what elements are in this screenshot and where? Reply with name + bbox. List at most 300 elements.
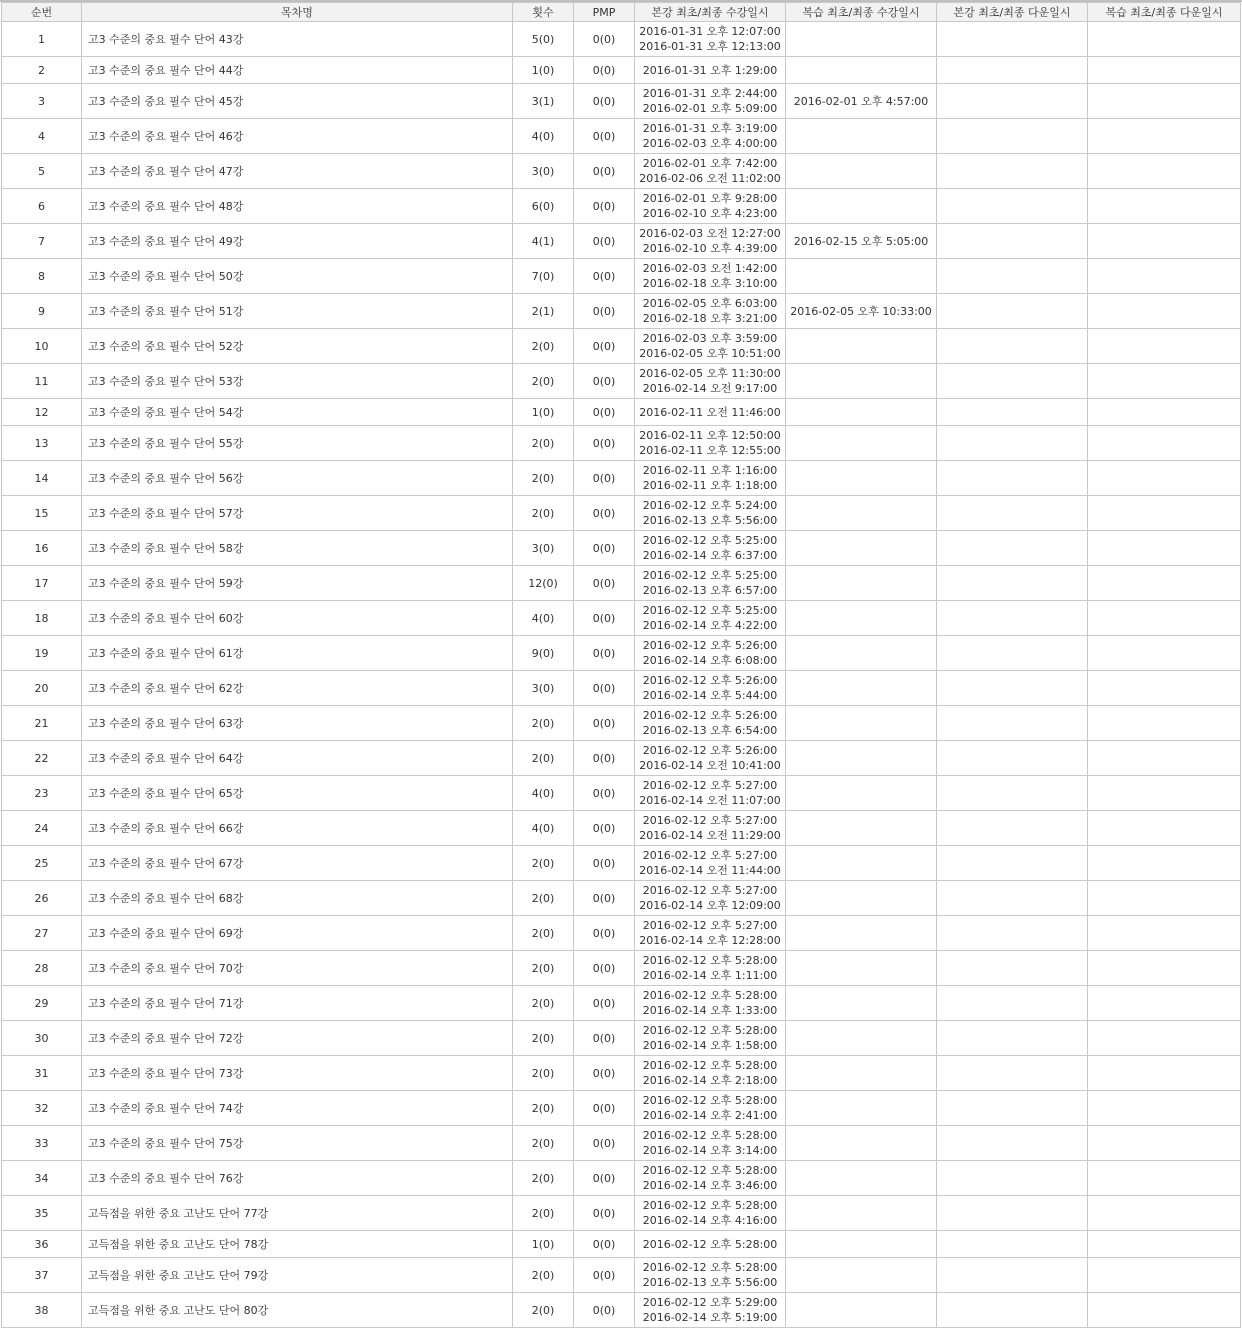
watch-count: 2(0) — [513, 916, 574, 951]
lecture-title[interactable]: 고3 수준의 중요 필수 단어 76강 — [82, 1161, 513, 1196]
lecture-title[interactable]: 고3 수준의 중요 필수 단어 71강 — [82, 986, 513, 1021]
main-download-dates — [937, 846, 1088, 881]
watch-count: 9(0) — [513, 636, 574, 671]
main-watch-dates — [635, 951, 786, 986]
main-last-watch-date: 2016-02-03 오후 4:00:00 — [642, 137, 778, 150]
main-watch-dates — [635, 741, 786, 776]
main-last-watch-date: 2016-02-13 오후 6:57:00 — [642, 584, 778, 597]
main-watch-dates — [635, 189, 786, 224]
review-download-dates — [1088, 84, 1241, 119]
review-watch-date — [786, 881, 937, 916]
row-number: 26 — [2, 881, 82, 916]
review-watch-date — [786, 461, 937, 496]
pmp-count: 0(0) — [574, 1056, 635, 1091]
main-last-watch-date: 2016-02-14 오후 1:11:00 — [642, 969, 778, 982]
main-first-watch-date: 2016-02-12 오후 5:28:00 — [642, 989, 778, 1002]
review-watch-date — [786, 566, 937, 601]
row-number: 27 — [2, 916, 82, 951]
table-row — [2, 1293, 1241, 1328]
row-number: 14 — [2, 461, 82, 496]
row-number: 13 — [2, 426, 82, 461]
main-last-watch-date: 2016-02-10 오후 4:39:00 — [642, 242, 778, 255]
review-download-dates — [1088, 329, 1241, 364]
main-download-dates — [937, 706, 1088, 741]
main-download-dates — [937, 461, 1088, 496]
review-watch-date — [786, 671, 937, 706]
main-download-dates — [937, 531, 1088, 566]
main-last-watch-date: 2016-02-05 오후 10:51:00 — [639, 347, 781, 360]
main-download-dates — [937, 224, 1088, 259]
lecture-title[interactable]: 고3 수준의 중요 필수 단어 49강 — [82, 224, 513, 259]
lecture-title[interactable]: 고3 수준의 중요 필수 단어 70강 — [82, 951, 513, 986]
pmp-count: 0(0) — [574, 1161, 635, 1196]
review-watch-date — [786, 1293, 937, 1328]
main-watch-dates — [635, 1091, 786, 1126]
lecture-title[interactable]: 고3 수준의 중요 필수 단어 44강 — [82, 57, 513, 84]
main-watch-dates — [635, 1056, 786, 1091]
main-download-dates — [937, 364, 1088, 399]
main-download-dates — [937, 601, 1088, 636]
row-number: 18 — [2, 601, 82, 636]
review-download-dates — [1088, 1126, 1241, 1161]
review-download-dates — [1088, 846, 1241, 881]
table-row — [2, 1258, 1241, 1293]
review-watch-date — [786, 189, 937, 224]
header-pmp: PMP — [574, 3, 635, 22]
table-body — [2, 22, 1241, 1328]
main-last-watch-date: 2016-02-11 오후 1:18:00 — [642, 479, 778, 492]
table-row — [2, 706, 1241, 741]
watch-count: 2(0) — [513, 496, 574, 531]
watch-count: 2(0) — [513, 364, 574, 399]
main-last-watch-date: 2016-02-18 오후 3:21:00 — [642, 312, 778, 325]
lecture-title[interactable]: 고3 수준의 중요 필수 단어 43강 — [82, 22, 513, 57]
row-number: 28 — [2, 951, 82, 986]
lecture-title[interactable]: 고득점을 위한 중요 고난도 단어 79강 — [82, 1258, 513, 1293]
watch-count: 5(0) — [513, 22, 574, 57]
lecture-title[interactable]: 고3 수준의 중요 필수 단어 62강 — [82, 671, 513, 706]
lecture-title[interactable]: 고3 수준의 중요 필수 단어 50강 — [82, 259, 513, 294]
main-first-watch-date: 2016-02-12 오후 5:28:00 — [642, 1164, 778, 1177]
main-first-watch-date: 2016-02-12 오후 5:27:00 — [642, 849, 778, 862]
lecture-title[interactable]: 고3 수준의 중요 필수 단어 74강 — [82, 1091, 513, 1126]
main-last-watch-date: 2016-02-14 오후 2:41:00 — [642, 1109, 778, 1122]
watch-count: 1(0) — [513, 399, 574, 426]
lecture-title[interactable]: 고3 수준의 중요 필수 단어 53강 — [82, 364, 513, 399]
row-number: 31 — [2, 1056, 82, 1091]
row-number: 34 — [2, 1161, 82, 1196]
review-download-dates — [1088, 1258, 1241, 1293]
main-first-watch-date: 2016-02-12 오후 5:27:00 — [642, 884, 778, 897]
main-download-dates — [937, 259, 1088, 294]
review-download-dates — [1088, 811, 1241, 846]
main-last-watch-date: 2016-02-13 오후 6:54:00 — [642, 724, 778, 737]
table-row — [2, 1126, 1241, 1161]
review-watch-date — [786, 1056, 937, 1091]
table-row — [2, 154, 1241, 189]
review-download-dates — [1088, 671, 1241, 706]
watch-count: 4(0) — [513, 601, 574, 636]
main-last-watch-date: 2016-01-31 오후 12:13:00 — [639, 40, 781, 53]
main-last-watch-date: 2016-02-01 오후 5:09:00 — [642, 102, 778, 115]
table-row — [2, 294, 1241, 329]
main-last-watch-date: 2016-02-14 오전 11:29:00 — [639, 829, 781, 842]
pmp-count: 0(0) — [574, 1293, 635, 1328]
main-first-watch-date: 2016-02-12 오후 5:25:00 — [642, 569, 778, 582]
main-last-watch-date: 2016-02-18 오후 3:10:00 — [642, 277, 778, 290]
lecture-title[interactable]: 고3 수준의 중요 필수 단어 64강 — [82, 741, 513, 776]
main-last-watch-date: 2016-02-14 오후 2:18:00 — [642, 1074, 778, 1087]
pmp-count: 0(0) — [574, 22, 635, 57]
pmp-count: 0(0) — [574, 671, 635, 706]
review-watch-date — [786, 636, 937, 671]
main-last-watch-date: 2016-02-13 오후 5:56:00 — [642, 514, 778, 527]
review-download-dates — [1088, 22, 1241, 57]
review-download-dates — [1088, 881, 1241, 916]
row-number: 7 — [2, 224, 82, 259]
main-first-watch-date: 2016-02-12 오후 5:26:00 — [642, 639, 778, 652]
review-download-dates — [1088, 1196, 1241, 1231]
main-first-watch-date: 2016-02-12 오후 5:28:00 — [642, 1129, 778, 1142]
review-watch-date — [786, 951, 937, 986]
row-number: 4 — [2, 119, 82, 154]
review-download-dates — [1088, 224, 1241, 259]
review-download-dates — [1088, 1293, 1241, 1328]
pmp-count: 0(0) — [574, 399, 635, 426]
lecture-title[interactable]: 고3 수준의 중요 필수 단어 61강 — [82, 636, 513, 671]
row-number: 5 — [2, 154, 82, 189]
header-count: 횟수 — [513, 3, 574, 22]
watch-count: 2(0) — [513, 461, 574, 496]
row-number: 12 — [2, 399, 82, 426]
review-watch-date — [786, 1196, 937, 1231]
main-watch-dates — [635, 776, 786, 811]
main-first-watch-date: 2016-02-12 오후 5:28:00 — [642, 1059, 778, 1072]
watch-count: 3(0) — [513, 531, 574, 566]
main-download-dates — [937, 119, 1088, 154]
lecture-title[interactable]: 고득점을 위한 중요 고난도 단어 78강 — [82, 1231, 513, 1258]
main-download-dates — [937, 881, 1088, 916]
main-last-watch-date: 2016-02-14 오후 12:28:00 — [639, 934, 781, 947]
review-watch-date — [786, 1258, 937, 1293]
main-first-watch-date: 2016-02-11 오후 12:50:00 — [639, 429, 781, 442]
table-row — [2, 1161, 1241, 1196]
pmp-count: 0(0) — [574, 426, 635, 461]
review-download-dates — [1088, 636, 1241, 671]
row-number: 35 — [2, 1196, 82, 1231]
lecture-title[interactable]: 고3 수준의 중요 필수 단어 55강 — [82, 426, 513, 461]
lecture-title[interactable]: 고3 수준의 중요 필수 단어 67강 — [82, 846, 513, 881]
table-row — [2, 84, 1241, 119]
main-watch-dates — [635, 22, 786, 57]
row-number: 30 — [2, 1021, 82, 1056]
row-number: 11 — [2, 364, 82, 399]
main-watch-dates — [635, 846, 786, 881]
row-number: 6 — [2, 189, 82, 224]
row-number: 24 — [2, 811, 82, 846]
review-watch-date — [786, 531, 937, 566]
main-first-watch-date: 2016-02-11 오후 1:16:00 — [642, 464, 778, 477]
main-watch-dates — [635, 601, 786, 636]
row-number: 25 — [2, 846, 82, 881]
main-download-dates — [937, 776, 1088, 811]
row-number: 29 — [2, 986, 82, 1021]
main-last-watch-date: 2016-02-14 오후 4:16:00 — [642, 1214, 778, 1227]
main-first-watch-date: 2016-02-12 오후 5:28:00 — [642, 1199, 778, 1212]
main-watch-dates — [635, 1231, 786, 1258]
review-download-dates — [1088, 566, 1241, 601]
row-number: 1 — [2, 22, 82, 57]
main-watch-dates — [635, 154, 786, 189]
row-number: 8 — [2, 259, 82, 294]
watch-count: 3(1) — [513, 84, 574, 119]
lecture-title[interactable]: 고3 수준의 중요 필수 단어 59강 — [82, 566, 513, 601]
lecture-title[interactable]: 고3 수준의 중요 필수 단어 69강 — [82, 916, 513, 951]
main-download-dates — [937, 22, 1088, 57]
pmp-count: 0(0) — [574, 154, 635, 189]
table-row — [2, 364, 1241, 399]
header-no: 순번 — [2, 3, 82, 22]
review-download-dates — [1088, 399, 1241, 426]
row-number: 32 — [2, 1091, 82, 1126]
pmp-count: 0(0) — [574, 259, 635, 294]
table-row — [2, 531, 1241, 566]
pmp-count: 0(0) — [574, 189, 635, 224]
pmp-count: 0(0) — [574, 636, 635, 671]
lecture-title[interactable]: 고3 수준의 중요 필수 단어 65강 — [82, 776, 513, 811]
header-row — [2, 3, 1241, 22]
pmp-count: 0(0) — [574, 916, 635, 951]
review-download-dates — [1088, 1231, 1241, 1258]
lecture-title[interactable]: 고3 수준의 중요 필수 단어 45강 — [82, 84, 513, 119]
main-download-dates — [937, 1161, 1088, 1196]
lecture-title[interactable]: 고3 수준의 중요 필수 단어 66강 — [82, 811, 513, 846]
main-watch-dates — [635, 531, 786, 566]
row-number: 33 — [2, 1126, 82, 1161]
table-row — [2, 1231, 1241, 1258]
main-watch-dates — [635, 57, 786, 84]
table-row — [2, 461, 1241, 496]
review-download-dates — [1088, 531, 1241, 566]
row-number: 36 — [2, 1231, 82, 1258]
lecture-title[interactable]: 고3 수준의 중요 필수 단어 63강 — [82, 706, 513, 741]
main-last-watch-date: 2016-02-13 오후 5:56:00 — [642, 1276, 778, 1289]
main-watch-dates — [635, 294, 786, 329]
main-last-watch-date: 2016-02-14 오후 3:14:00 — [642, 1144, 778, 1157]
pmp-count: 0(0) — [574, 531, 635, 566]
table-row — [2, 846, 1241, 881]
main-last-watch-date: 2016-02-14 오후 5:44:00 — [642, 689, 778, 702]
main-last-watch-date: 2016-02-06 오전 11:02:00 — [639, 172, 781, 185]
pmp-count: 0(0) — [574, 1021, 635, 1056]
main-watch-dates — [635, 1293, 786, 1328]
main-first-watch-date: 2016-02-03 오후 3:59:00 — [642, 332, 778, 345]
watch-count: 2(0) — [513, 951, 574, 986]
main-first-watch-date: 2016-02-01 오후 7:42:00 — [642, 157, 778, 170]
table-row — [2, 881, 1241, 916]
table-row — [2, 916, 1241, 951]
row-number: 16 — [2, 531, 82, 566]
main-first-watch-date: 2016-02-03 오전 12:27:00 — [639, 227, 781, 240]
lecture-title[interactable]: 고3 수준의 중요 필수 단어 47강 — [82, 154, 513, 189]
lecture-history-table — [1, 2, 1241, 1328]
review-watch-date: 2016-02-01 오후 4:57:00 — [786, 84, 937, 119]
watch-count: 12(0) — [513, 566, 574, 601]
pmp-count: 0(0) — [574, 496, 635, 531]
main-last-watch-date: 2016-02-14 오후 6:08:00 — [642, 654, 778, 667]
lecture-title[interactable]: 고3 수준의 중요 필수 단어 52강 — [82, 329, 513, 364]
lecture-title[interactable]: 고3 수준의 중요 필수 단어 58강 — [82, 531, 513, 566]
main-first-watch-date: 2016-02-12 오후 5:27:00 — [642, 919, 778, 932]
main-download-dates — [937, 951, 1088, 986]
table-row — [2, 189, 1241, 224]
main-watch-dates — [635, 566, 786, 601]
review-watch-date: 2016-02-05 오후 10:33:00 — [786, 294, 937, 329]
main-download-dates — [937, 1091, 1088, 1126]
main-first-watch-date: 2016-02-12 오후 5:25:00 — [642, 534, 778, 547]
main-watch-dates — [635, 636, 786, 671]
main-first-watch-date: 2016-02-12 오후 5:27:00 — [642, 814, 778, 827]
main-first-watch-date: 2016-02-03 오전 1:42:00 — [642, 262, 778, 275]
review-watch-date — [786, 426, 937, 461]
pmp-count: 0(0) — [574, 601, 635, 636]
watch-count: 2(0) — [513, 1021, 574, 1056]
main-watch-dates — [635, 329, 786, 364]
row-number: 23 — [2, 776, 82, 811]
lecture-title[interactable]: 고3 수준의 중요 필수 단어 51강 — [82, 294, 513, 329]
main-first-watch-date: 2016-01-31 오후 1:29:00 — [642, 63, 778, 77]
pmp-count: 0(0) — [574, 224, 635, 259]
main-first-watch-date: 2016-02-05 오후 6:03:00 — [642, 297, 778, 310]
lecture-title[interactable]: 고3 수준의 중요 필수 단어 60강 — [82, 601, 513, 636]
main-watch-dates — [635, 706, 786, 741]
table-row — [2, 741, 1241, 776]
watch-count: 2(1) — [513, 294, 574, 329]
lecture-title[interactable]: 고3 수준의 중요 필수 단어 48강 — [82, 189, 513, 224]
watch-count: 2(0) — [513, 706, 574, 741]
review-watch-date — [786, 601, 937, 636]
review-watch-date — [786, 1231, 937, 1258]
row-number: 17 — [2, 566, 82, 601]
watch-count: 1(0) — [513, 57, 574, 84]
watch-count: 6(0) — [513, 189, 574, 224]
main-download-dates — [937, 1196, 1088, 1231]
pmp-count: 0(0) — [574, 776, 635, 811]
lecture-title[interactable]: 고3 수준의 중요 필수 단어 72강 — [82, 1021, 513, 1056]
review-watch-date — [786, 986, 937, 1021]
review-watch-date — [786, 741, 937, 776]
table-row — [2, 776, 1241, 811]
row-number: 19 — [2, 636, 82, 671]
lecture-title[interactable]: 고3 수준의 중요 필수 단어 46강 — [82, 119, 513, 154]
lecture-title[interactable]: 고득점을 위한 중요 고난도 단어 80강 — [82, 1293, 513, 1328]
main-download-dates — [937, 1231, 1088, 1258]
watch-count: 4(0) — [513, 776, 574, 811]
main-first-watch-date: 2016-02-12 오후 5:27:00 — [642, 779, 778, 792]
main-download-dates — [937, 916, 1088, 951]
table-row — [2, 601, 1241, 636]
main-first-watch-date: 2016-02-12 오후 5:28:00 — [642, 954, 778, 967]
watch-count: 2(0) — [513, 1161, 574, 1196]
review-watch-date — [786, 846, 937, 881]
review-download-dates — [1088, 119, 1241, 154]
table-row — [2, 57, 1241, 84]
main-download-dates — [937, 1021, 1088, 1056]
table-row — [2, 259, 1241, 294]
main-download-dates — [937, 496, 1088, 531]
table-row — [2, 399, 1241, 426]
row-number: 10 — [2, 329, 82, 364]
watch-count: 2(0) — [513, 1196, 574, 1231]
main-download-dates — [937, 154, 1088, 189]
row-number: 22 — [2, 741, 82, 776]
review-download-dates — [1088, 1021, 1241, 1056]
lecture-title[interactable]: 고3 수준의 중요 필수 단어 56강 — [82, 461, 513, 496]
main-first-watch-date: 2016-02-12 오후 5:25:00 — [642, 604, 778, 617]
main-last-watch-date: 2016-02-14 오후 1:33:00 — [642, 1004, 778, 1017]
row-number: 15 — [2, 496, 82, 531]
main-download-dates — [937, 329, 1088, 364]
pmp-count: 0(0) — [574, 951, 635, 986]
main-download-dates — [937, 399, 1088, 426]
review-download-dates — [1088, 741, 1241, 776]
review-download-dates — [1088, 776, 1241, 811]
review-download-dates — [1088, 1056, 1241, 1091]
lecture-title[interactable]: 고3 수준의 중요 필수 단어 73강 — [82, 1056, 513, 1091]
pmp-count: 0(0) — [574, 1091, 635, 1126]
lecture-title[interactable]: 고3 수준의 중요 필수 단어 57강 — [82, 496, 513, 531]
row-number: 3 — [2, 84, 82, 119]
watch-count: 2(0) — [513, 846, 574, 881]
review-watch-date — [786, 399, 937, 426]
main-first-watch-date: 2016-02-12 오후 5:26:00 — [642, 744, 778, 757]
watch-count: 2(0) — [513, 1056, 574, 1091]
main-download-dates — [937, 566, 1088, 601]
main-last-watch-date: 2016-02-14 오후 6:37:00 — [642, 549, 778, 562]
watch-count: 3(0) — [513, 154, 574, 189]
watch-count: 2(0) — [513, 1126, 574, 1161]
main-first-watch-date: 2016-02-01 오후 9:28:00 — [642, 192, 778, 205]
review-download-dates — [1088, 916, 1241, 951]
main-download-dates — [937, 84, 1088, 119]
pmp-count: 0(0) — [574, 566, 635, 601]
main-watch-dates — [635, 1126, 786, 1161]
lecture-title[interactable]: 고3 수준의 중요 필수 단어 54강 — [82, 399, 513, 426]
lecture-title[interactable]: 고3 수준의 중요 필수 단어 75강 — [82, 1126, 513, 1161]
main-first-watch-date: 2016-02-12 오후 5:28:00 — [642, 1094, 778, 1107]
pmp-count: 0(0) — [574, 741, 635, 776]
pmp-count: 0(0) — [574, 1126, 635, 1161]
main-watch-dates — [635, 881, 786, 916]
main-first-watch-date: 2016-01-31 오후 3:19:00 — [642, 122, 778, 135]
main-watch-dates — [635, 461, 786, 496]
pmp-count: 0(0) — [574, 364, 635, 399]
main-download-dates — [937, 294, 1088, 329]
main-last-watch-date: 2016-02-14 오후 12:09:00 — [639, 899, 781, 912]
lecture-title[interactable]: 고3 수준의 중요 필수 단어 68강 — [82, 881, 513, 916]
review-download-dates — [1088, 601, 1241, 636]
header-main-watch-dates: 본강 최초/최종 수강일시 — [635, 3, 786, 22]
main-first-watch-date: 2016-02-11 오전 11:46:00 — [639, 405, 781, 419]
main-download-dates — [937, 811, 1088, 846]
main-last-watch-date: 2016-02-11 오후 12:55:00 — [639, 444, 781, 457]
table-row — [2, 671, 1241, 706]
review-watch-date — [786, 364, 937, 399]
lecture-title[interactable]: 고득점을 위한 중요 고난도 단어 77강 — [82, 1196, 513, 1231]
row-number: 9 — [2, 294, 82, 329]
review-download-dates — [1088, 496, 1241, 531]
main-first-watch-date: 2016-02-12 오후 5:28:00 — [642, 1261, 778, 1274]
